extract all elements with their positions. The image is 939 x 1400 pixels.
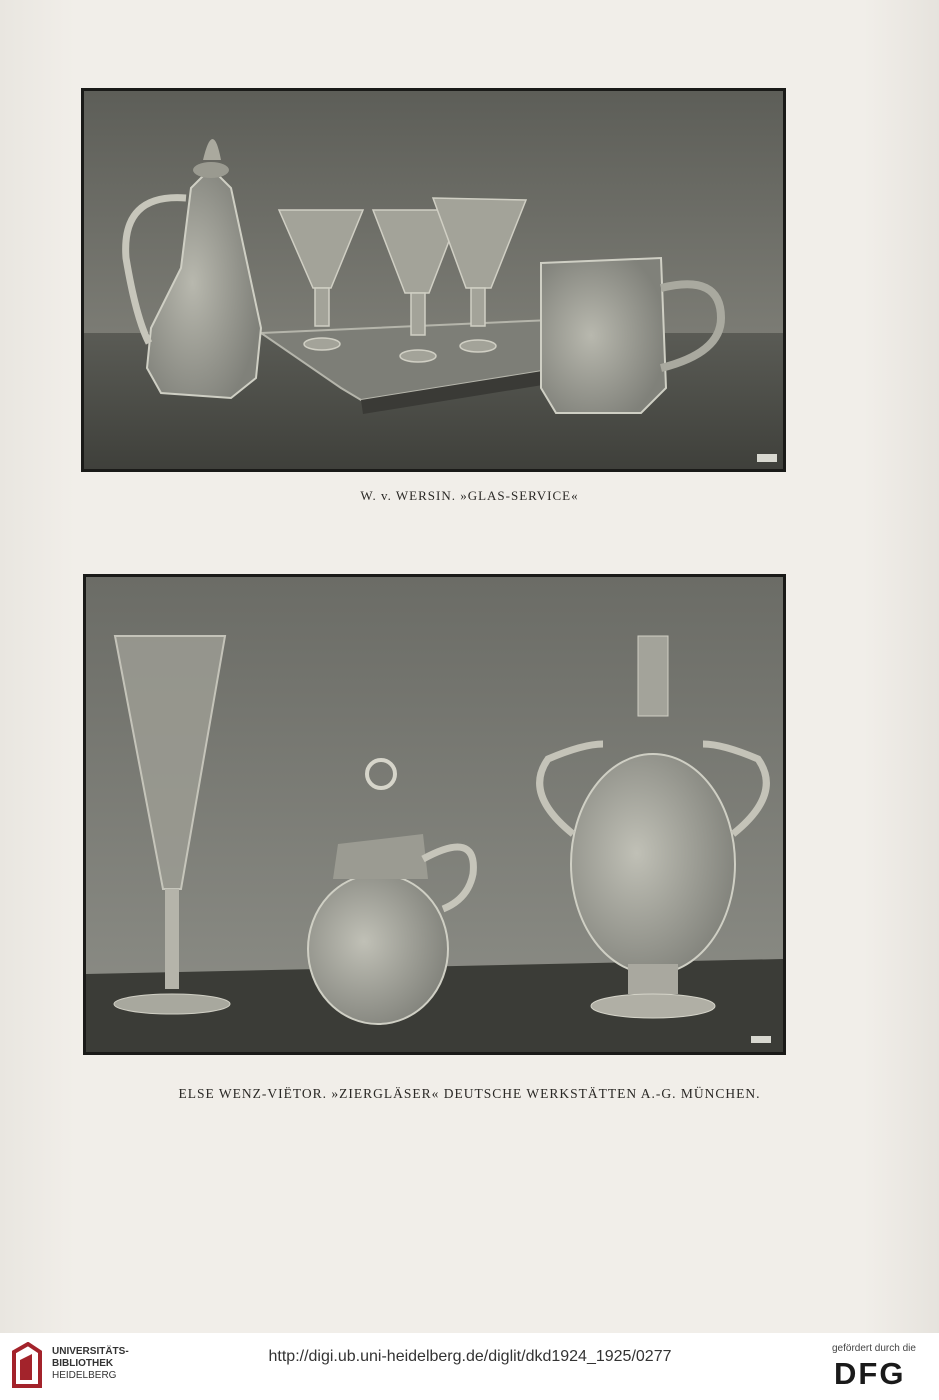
library-name <box>52 1346 129 1382</box>
sponsor-note: gefördert durch die <box>832 1343 916 1354</box>
dfg-logo[interactable]: DFG <box>834 1356 906 1391</box>
library-line3: HEIDELBERG <box>52 1370 117 1381</box>
library-line2: BIBLIOTHEK <box>52 1358 114 1369</box>
caption-top: W. v. WERSIN. »GLAS-SERVICE« <box>360 488 579 503</box>
library-line1: UNIVERSITÄTS- <box>52 1346 129 1357</box>
caption-bottom: ELSE WENZ-VIËTOR. »ZIERGLÄSER« DEUTSCHE WERKSTÄTTEN A.-G. MÜNCHEN. <box>178 1086 761 1101</box>
footer-bar <box>0 1333 939 1400</box>
photo-glass-service <box>81 88 786 472</box>
ub-heidelberg-logo-icon[interactable] <box>10 1342 44 1390</box>
photo-decorative-glasses <box>83 574 786 1055</box>
permalink-url[interactable]: http://digi.ub.uni-heidelberg.de/diglit/dkd1924_1925/0277 <box>268 1348 672 1365</box>
